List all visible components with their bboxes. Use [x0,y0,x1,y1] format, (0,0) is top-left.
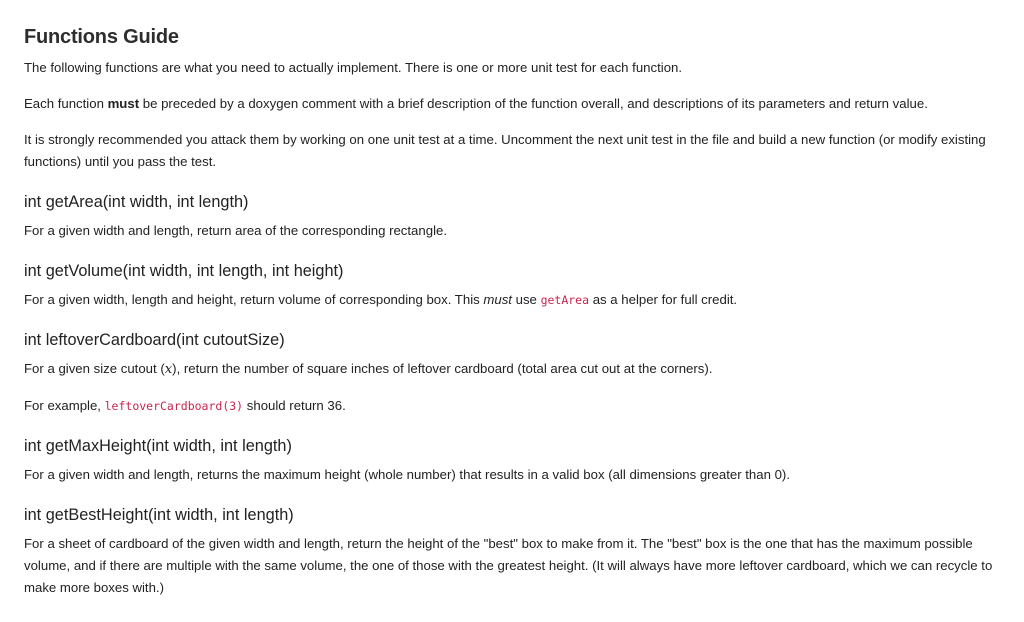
section-heading-leftover-cardboard: int leftoverCardboard(int cutoutSize) [24,331,285,349]
section-heading-get-best-height: int getBestHeight(int width, int length) [24,506,294,524]
get-volume-text-a: For a given width, length and height, return volume of corresponding box. This [24,292,484,307]
section-get-max-height [24,435,1000,486]
leftover-text-b: ), return the number of square inches of leftover cardboard (total area cut out at the corners). [172,361,713,376]
intro-paragraph-1: The following functions are what you need to actually implement. There is one or more unit test for each function. [24,60,683,75]
section-heading-get-area: int getArea(int width, int length) [24,193,249,211]
section-heading-get-volume: int getVolume(int width, int length, int height) [24,262,344,280]
intro-paragraph-2-text-a: Each function [24,96,108,111]
section-desc-leftover-cardboard [24,358,1000,381]
intro-paragraph-3: It is strongly recommended you attack them by working on one unit test at a time. Uncomment the next unit test in the file and build a new function (or modify existing functions) until you pass the test. [24,132,986,169]
math-variable-x: x [164,362,173,377]
section-get-volume [24,260,1000,311]
section-get-area [24,191,1000,242]
section-heading-get-max-height: int getMaxHeight(int width, int length) [24,437,292,455]
get-volume-text-b: use [511,292,541,307]
intro-paragraph-2 [24,93,1000,115]
section-get-best-height [24,504,1000,599]
code-get-area: getArea [540,293,590,307]
example-text-a: For example, [24,398,105,413]
example-text-b: should return 36. [243,398,346,413]
section-desc-get-area: For a given width and length, return area of the corresponding rectangle. [24,223,447,238]
section-desc-get-volume [24,289,1000,311]
leftover-text-a: For a given size cutout ( [24,361,165,376]
intro-emphasis-must: must [107,96,140,111]
section-leftover-cardboard [24,329,1000,417]
page-title: Functions Guide [24,26,179,48]
code-leftover-cardboard-call: leftoverCardboard(3) [104,399,244,413]
get-volume-text-c: as a helper for full credit. [589,292,738,307]
get-volume-emphasis-must: must [483,292,512,307]
section-example-leftover-cardboard [24,395,1000,417]
section-desc-get-max-height: For a given width and length, returns the maximum height (whole number) that results in a valid box (all dimensions greater than 0). [24,467,790,482]
intro-paragraph-2-text-b: be preceded by a doxygen comment with a brief description of the function overall, and descriptions of its parameters and return value. [139,96,928,111]
section-desc-get-best-height: For a sheet of cardboard of the given width and length, return the height of the "best" box to make from it. The "best" box is the one that has the maximum possible volume, and if there are multiple with the same volume, the one of those with the greatest height. (It will always have more leftover cardboard, which we can recycle to make more boxes with.) [24,536,993,595]
